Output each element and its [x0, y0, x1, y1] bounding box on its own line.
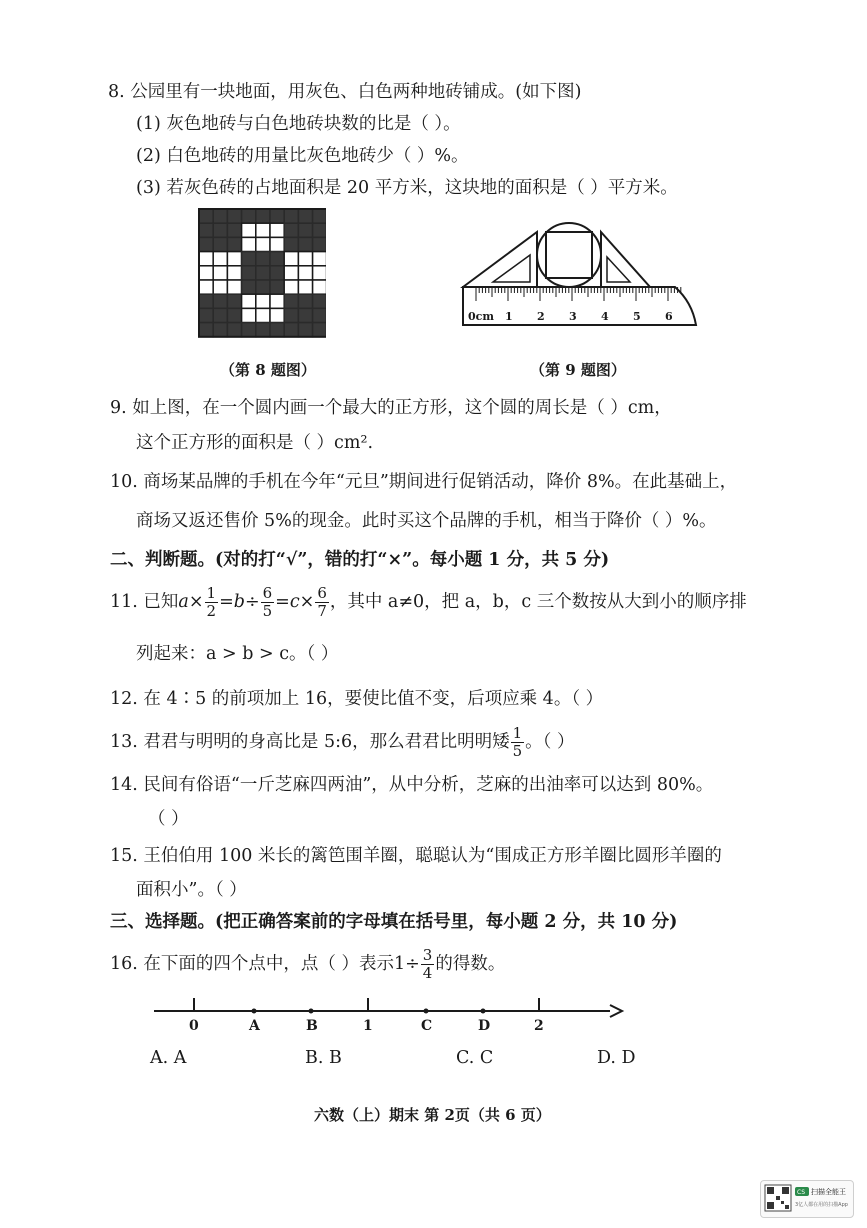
q16-number-line [150, 990, 625, 1034]
numberline-label: D [478, 1018, 491, 1034]
gray-tile [242, 252, 256, 266]
gray-tile [313, 223, 326, 237]
white-tile [298, 266, 312, 280]
svg-text:CS: CS [797, 1189, 805, 1196]
white-tile [213, 280, 227, 294]
white-tile [284, 266, 298, 280]
q16-option-c: C. C [456, 1048, 494, 1068]
q14-line2: （ ） [148, 809, 189, 829]
gray-tile [242, 266, 256, 280]
q8-part2: (2) 白色地砖的用量比灰色地砖少（ ）%。 [136, 146, 469, 166]
white-tile [313, 266, 326, 280]
gray-tile [284, 308, 298, 322]
numberline-point [481, 1009, 486, 1014]
gray-tile [227, 294, 241, 308]
q11-line2: 列起来：a > b > c。（ ） [136, 644, 339, 664]
gray-tile [313, 308, 326, 322]
ruler-label: 6 [665, 310, 673, 323]
white-tile [313, 252, 326, 266]
white-tile [227, 266, 241, 280]
gray-tile [284, 323, 298, 337]
q11-fraction-2: $\frac{6}{5}$ [262, 584, 273, 620]
gray-tile [256, 266, 270, 280]
white-tile [242, 223, 256, 237]
numberline-label: 0 [189, 1018, 199, 1034]
q16-text: 16. 在下面的四个点中，点（ ）表示1÷ $\frac{3}{4}$ 的得数。 [110, 946, 506, 982]
white-tile [256, 308, 270, 322]
white-tile [213, 266, 227, 280]
white-tile [256, 237, 270, 251]
gray-tile [256, 252, 270, 266]
gray-tile [270, 252, 284, 266]
q14-line1: 14. 民间有俗语“一斤芝麻四两油”，从中分析，芝麻的出油率可以达到 80%。 [110, 775, 714, 795]
numberline-label: A [249, 1018, 260, 1034]
q16-option-b: B. B [305, 1048, 342, 1068]
white-tile [242, 294, 256, 308]
gray-tile [313, 237, 326, 251]
white-tile [284, 252, 298, 266]
gray-tile [256, 280, 270, 294]
gray-tile [270, 266, 284, 280]
ruler-label: 2 [537, 310, 545, 323]
gray-tile [213, 294, 227, 308]
q15-line1: 15. 王伯伯用 100 米长的篱笆围羊圈，聪聪认为“围成正方形羊圈比圆形羊圈的 [110, 846, 722, 866]
numberline-point [309, 1009, 314, 1014]
white-tile [270, 308, 284, 322]
q16-option-d: D. D [597, 1048, 636, 1068]
white-tile [227, 252, 241, 266]
gray-tile [298, 308, 312, 322]
q9-line2: 这个正方形的面积是（ ）cm². [136, 433, 374, 453]
gray-tile [242, 280, 256, 294]
q8-caption: （第 8 题图） [220, 361, 316, 379]
q16-fraction: $\frac{3}{4}$ [422, 946, 433, 982]
ruler-label: 4 [601, 310, 609, 323]
white-tile [298, 280, 312, 294]
q8-part3: (3) 若灰色砖的占地面积是 20 平方米，这块地的面积是（ ）平方米。 [136, 178, 678, 198]
gray-tile [284, 209, 298, 223]
q9-caption: （第 9 题图） [530, 361, 626, 379]
white-tile [270, 237, 284, 251]
gray-tile [313, 323, 326, 337]
white-tile [213, 252, 227, 266]
q15-line2: 面积小”。（ ） [136, 880, 247, 900]
qr-code-icon [761, 1181, 853, 1217]
gray-tile [199, 237, 213, 251]
q11-fraction-3: $\frac{6}{7}$ [317, 584, 327, 620]
ruler-label: 5 [633, 310, 641, 323]
white-tile [199, 280, 213, 294]
gray-tile [213, 323, 227, 337]
q12-text: 12. 在 4∶5 的前项加上 16，要使比值不变，后项应乘 4。（ ） [110, 689, 604, 709]
gray-tile [284, 223, 298, 237]
white-tile [270, 223, 284, 237]
gray-tile [199, 223, 213, 237]
white-tile [242, 308, 256, 322]
section2-title: 二、判断题。(对的打“√”，错的打“×”。每小题 1 分，共 5 分) [110, 550, 610, 570]
gray-tile [270, 280, 284, 294]
white-tile [313, 280, 326, 294]
numberline-label: 2 [534, 1018, 544, 1034]
white-tile [284, 280, 298, 294]
gray-tile [298, 223, 312, 237]
gray-tile [213, 209, 227, 223]
gray-tile [199, 308, 213, 322]
gray-tile [298, 294, 312, 308]
q9-left-triangle [463, 232, 537, 287]
q11-fraction-1: $\frac{1}{2}$ [206, 584, 217, 620]
q13-text: 13. 君君与明明的身高比是 5:6，那么君君比明明矮 $\frac{1}{5}$ 。（ ） [110, 724, 575, 760]
gray-tile [227, 209, 241, 223]
q8-stem: 8. 公园里有一块地面，用灰色、白色两种地砖铺成。(如下图) [108, 82, 582, 102]
gray-tile [256, 209, 270, 223]
ruler-label: 3 [569, 310, 577, 323]
gray-tile [242, 209, 256, 223]
gray-tile [270, 209, 284, 223]
gray-tile [284, 237, 298, 251]
q9-square [546, 232, 592, 278]
white-tile [227, 280, 241, 294]
section3-title: 三、选择题。(把正确答案前的字母填在括号里，每小题 2 分，共 10 分) [110, 912, 678, 932]
gray-tile [298, 237, 312, 251]
gray-tile [313, 294, 326, 308]
ruler-label: 1 [505, 310, 513, 323]
gray-tile [199, 323, 213, 337]
gray-tile [213, 223, 227, 237]
numberline-point [252, 1009, 257, 1014]
gray-tile [284, 294, 298, 308]
q10-line2: 商场又返还售价 5%的现金。此时买这个品牌的手机，相当于降价（ ）%。 [136, 511, 717, 531]
numberline-point [424, 1009, 429, 1014]
gray-tile [213, 237, 227, 251]
page-footer: 六数（上）期末 第 2页（共 6 页） [314, 1106, 551, 1124]
svg-text:扫描全能王: 扫描全能王 [811, 1188, 846, 1196]
scanner-logo [760, 1180, 854, 1218]
gray-tile [298, 209, 312, 223]
gray-tile [256, 323, 270, 337]
gray-tile [199, 209, 213, 223]
gray-tile [199, 294, 213, 308]
numberline-label: B [306, 1018, 318, 1034]
gray-tile [298, 323, 312, 337]
white-tile [270, 294, 284, 308]
svg-text:3亿人都在用的扫描App: 3亿人都在用的扫描App [795, 1202, 848, 1208]
white-tile [256, 223, 270, 237]
q8-part1: (1) 灰色地砖与白色地砖块数的比是（ ）。 [136, 114, 461, 134]
gray-tile [213, 308, 227, 322]
gray-tile [227, 223, 241, 237]
numberline-label: C [421, 1018, 433, 1034]
q9-line1: 9. 如上图，在一个圆内画一个最大的正方形，这个圆的周长是（ ）cm， [110, 398, 672, 418]
gray-tile [270, 323, 284, 337]
gray-tile [313, 209, 326, 223]
q10-line1: 10. 商场某品牌的手机在今年“元旦”期间进行促销活动，降价 8%。在此基础上， [110, 472, 738, 492]
gray-tile [227, 237, 241, 251]
ruler-label: 0cm [468, 310, 494, 323]
q8-tile-figure [198, 208, 326, 340]
numberline-label: 1 [363, 1018, 373, 1034]
white-tile [199, 252, 213, 266]
q11-line1: 11. 已知a× $\frac{1}{2}$ =b÷ $\frac{6}{5}$ =c× $\frac{6}{7}$ ，其中 a≠0，把 a，b，c 三个数按从大到小的顺序排 [110, 584, 747, 620]
gray-tile [227, 323, 241, 337]
gray-tile [227, 308, 241, 322]
q16-option-a: A. A [150, 1048, 187, 1068]
white-tile [256, 294, 270, 308]
white-tile [298, 252, 312, 266]
white-tile [199, 266, 213, 280]
gray-tile [242, 323, 256, 337]
q13-fraction: $\frac{1}{5}$ [512, 724, 523, 760]
q9-ruler-figure [460, 212, 700, 334]
white-tile [242, 237, 256, 251]
